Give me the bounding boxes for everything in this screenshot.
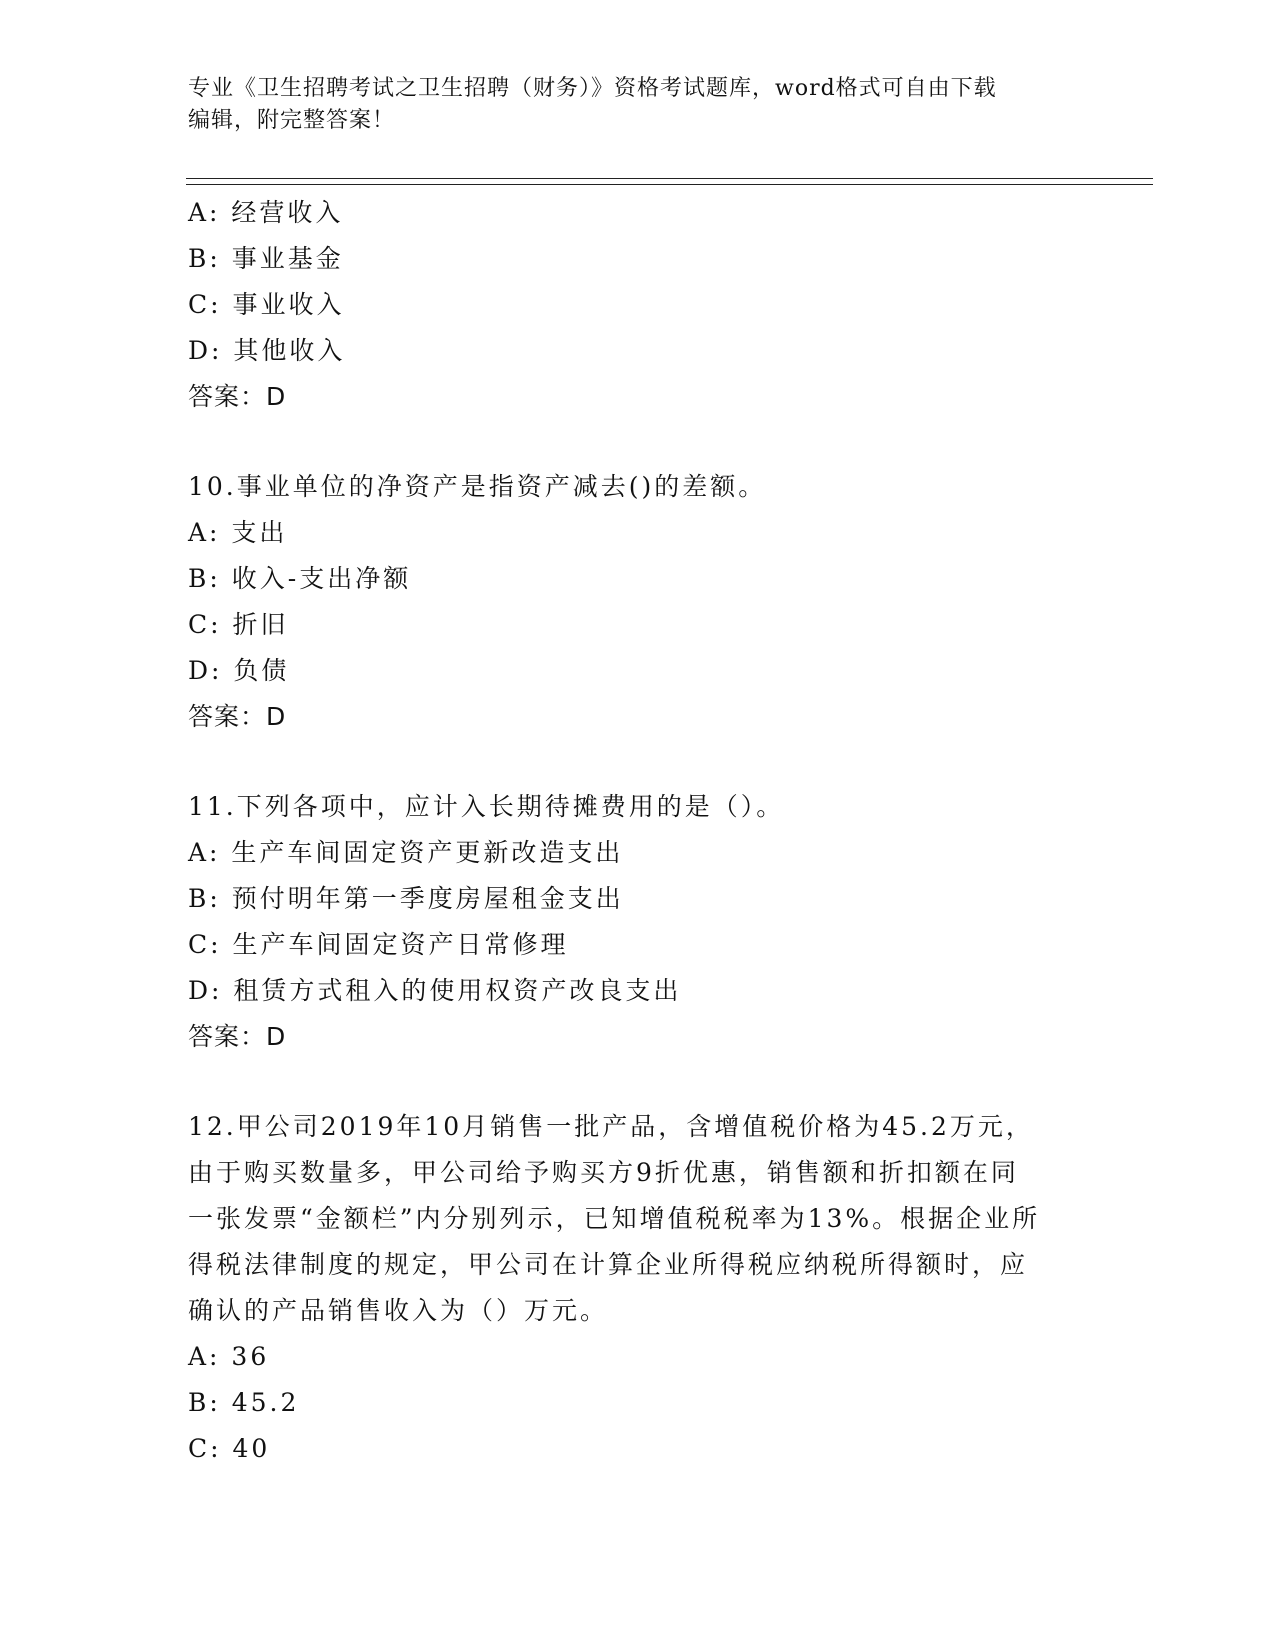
question-text-line-5: 确认的产品销售收入为（）万元。 [188,1296,609,1325]
question-text-line-3: 一张发票“金额栏”内分别列示，已知增值税税率为13%。根据企业所 [188,1204,1041,1233]
option-a: A: 36 [188,1342,270,1371]
option-d: D: 租赁方式租入的使用权资产改良支出 [188,976,682,1005]
option-c: C: 生产车间固定资产日常修理 [188,930,569,959]
question-11 [188,784,1088,1060]
question-text: 10.事业单位的净资产是指资产减去()的差额。 [188,472,767,501]
option-d: D: 负债 [188,656,290,685]
option-a: A: 经营收入 [188,198,344,227]
header-line-2: 编辑，附完整答案！ [188,108,396,133]
option-b: B: 45.2 [188,1388,300,1417]
option-c: C: 折旧 [188,610,289,639]
option-b: B: 预付明年第一季度房屋租金支出 [188,884,624,913]
question-12 [188,1104,1088,1472]
question-9 [188,190,1088,420]
question-text: 11.下列各项中，应计入长期待摊费用的是（）。 [188,792,785,821]
option-c: C: 事业收入 [188,290,345,319]
question-text-line-4: 得税法律制度的规定，甲公司在计算企业所得税应纳税所得额时，应 [188,1250,1029,1279]
answer: 答案：D [188,382,287,411]
option-b: B: 事业基金 [188,244,344,273]
question-list [188,190,1088,1472]
header-divider [186,178,1153,185]
header-line-1: 专业《卫生招聘考试之卫生招聘（财务）》资格考试题库，word格式可自由下载 [188,76,997,101]
answer: 答案：D [188,1022,287,1051]
option-a: A: 生产车间固定资产更新改造支出 [188,838,624,867]
answer: 答案：D [188,702,287,731]
option-a: A: 支出 [188,518,288,547]
question-text-line-1: 12.甲公司2019年10月销售一批产品，含增值税价格为45.2万元， [188,1112,1034,1141]
option-d: D: 其他收入 [188,336,346,365]
page-header [188,73,1088,137]
option-c: C: 40 [188,1434,271,1463]
option-b: B: 收入-支出净额 [188,564,412,593]
question-text-line-2: 由于购买数量多，甲公司给予购买方9折优惠，销售额和折扣额在同 [188,1158,1019,1187]
question-10 [188,464,1088,740]
